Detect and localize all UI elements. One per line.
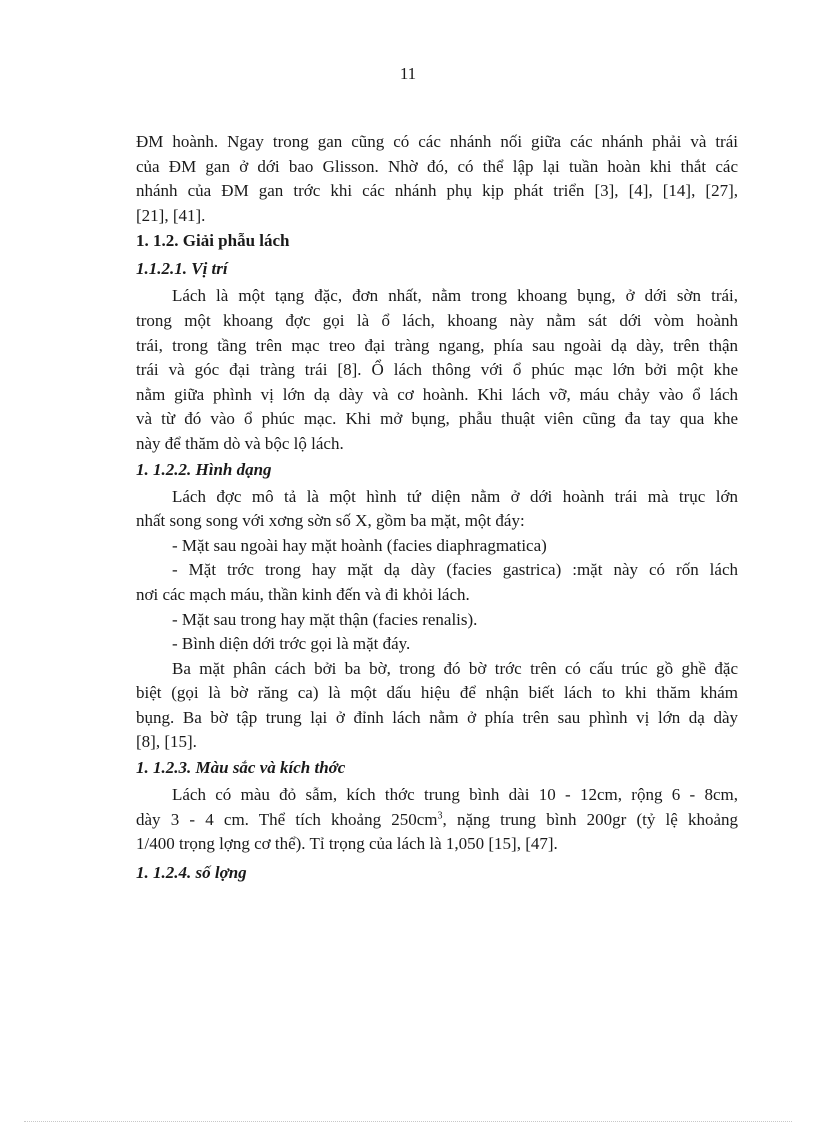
list-item: - Bình diện dới trớc gọi là mặt đáy. xyxy=(172,634,411,654)
paragraph-line: của ĐM gan ở dới bao Glisson. Nhờ đó, có thể lập lại tuần hoàn khi thắt các xyxy=(136,156,738,176)
subsection-heading-vi-tri: 1.1.2.1. Vị trí xyxy=(136,259,228,279)
volume-text: dày 3 - 4 cm. Thể tích khoảng 250cm xyxy=(136,809,438,829)
paragraph-line: Lách đợc mô tả là một hình tứ diện nằm ở dới hoành trái mà trục lớn xyxy=(172,486,738,506)
page-number: 11 xyxy=(399,64,417,83)
list-item: - Mặt trớc trong hay mặt dạ dày (facies gastrica) :mặt này có rốn lách xyxy=(172,560,738,580)
paragraph-line: ĐM hoành. Ngay trong gan cũng có các nhánh nối giữa các nhánh phải và trái xyxy=(136,132,738,151)
section-heading-1-1-2: 1. 1.2. Giải phẫu lách xyxy=(136,231,290,251)
paragraph-line xyxy=(136,808,738,833)
paragraph-line: trái và góc đại tràng trái [8]. Ổ lách thông với ổ phúc mạc lớn bởi một khe xyxy=(136,360,738,380)
paragraph-line: 1/400 trọng lợng cơ thể). Tỉ trọng của lách là 1,050 [15], [47]. xyxy=(136,834,558,854)
paragraph-line: Lách có màu đỏ sẫm, kích thớc trung bình dài 10 - 12cm, rộng 6 - 8cm, xyxy=(172,785,738,805)
paragraph-line: nhất song song với xơng sờn số X, gồm ba mặt, một đáy: xyxy=(136,511,525,531)
paragraph-line: nơi các mạch máu, thần kinh đến và đi khỏi lách. xyxy=(136,584,470,604)
subsection-heading-so-luong: 1. 1.2.4. số lợng xyxy=(136,862,247,882)
subsection-heading-hinh-dang: 1. 1.2.2. Hình dạng xyxy=(136,459,272,479)
paragraph-line: này để thăm dò và bộc lộ lách. xyxy=(136,433,344,453)
paragraph-line: Lách là một tạng đặc, đơn nhất, nằm trong khoang bụng, ở dới sờn trái, xyxy=(172,286,738,306)
paragraph-line: [21], [41]. xyxy=(136,205,206,225)
paragraph-line: biệt (gọi là bờ răng ca) là một dấu hiệu để nhận biết lách to khi thăm khám xyxy=(136,683,738,703)
weight-text: , nặng trung bình 200gr (tỷ lệ khoảng xyxy=(442,809,738,829)
list-item: - Mặt sau trong hay mặt thận (facies renalis). xyxy=(172,609,478,629)
paragraph-line: nằm giữa phình vị lớn dạ dày và cơ hoành. Khi lách vỡ, máu chảy vào ổ lách xyxy=(136,384,738,404)
paragraph-line: Ba mặt phân cách bởi ba bờ, trong đó bờ trớc trên có cấu trúc gồ ghề đặc xyxy=(172,658,738,678)
page-bottom-divider xyxy=(24,1121,792,1122)
paragraph-line: trong một khoang đợc gọi là ổ lách, khoang này nằm sát dới vòm hoành xyxy=(136,310,738,330)
paragraph-line: và từ đó vào ổ phúc mạc. Khi mở bụng, phẫu thuật viên cũng đa tay qua khe xyxy=(136,409,738,429)
paragraph-line: [8], [15]. xyxy=(136,732,197,752)
paragraph-line: trái, trong tầng trên mạc treo đại tràng ngang, phía sau ngoài dạ dày, trên thận xyxy=(136,335,738,355)
list-item: - Mặt sau ngoài hay mặt hoành (facies diaphragmatica) xyxy=(172,535,547,555)
subsection-heading-mau-sac: 1. 1.2.3. Màu sắc và kích thớc xyxy=(136,758,346,778)
paragraph-line: bụng. Ba bờ tập trung lại ở đỉnh lách nằm ở phía trên sau phình vị lớn dạ dày xyxy=(136,707,738,727)
paragraph-line: nhánh của ĐM gan trớc khi các nhánh phụ kịp phát triển [3], [4], [14], [27], xyxy=(136,181,738,201)
page-body xyxy=(136,130,738,885)
volume-superscript: 3 xyxy=(437,810,443,821)
